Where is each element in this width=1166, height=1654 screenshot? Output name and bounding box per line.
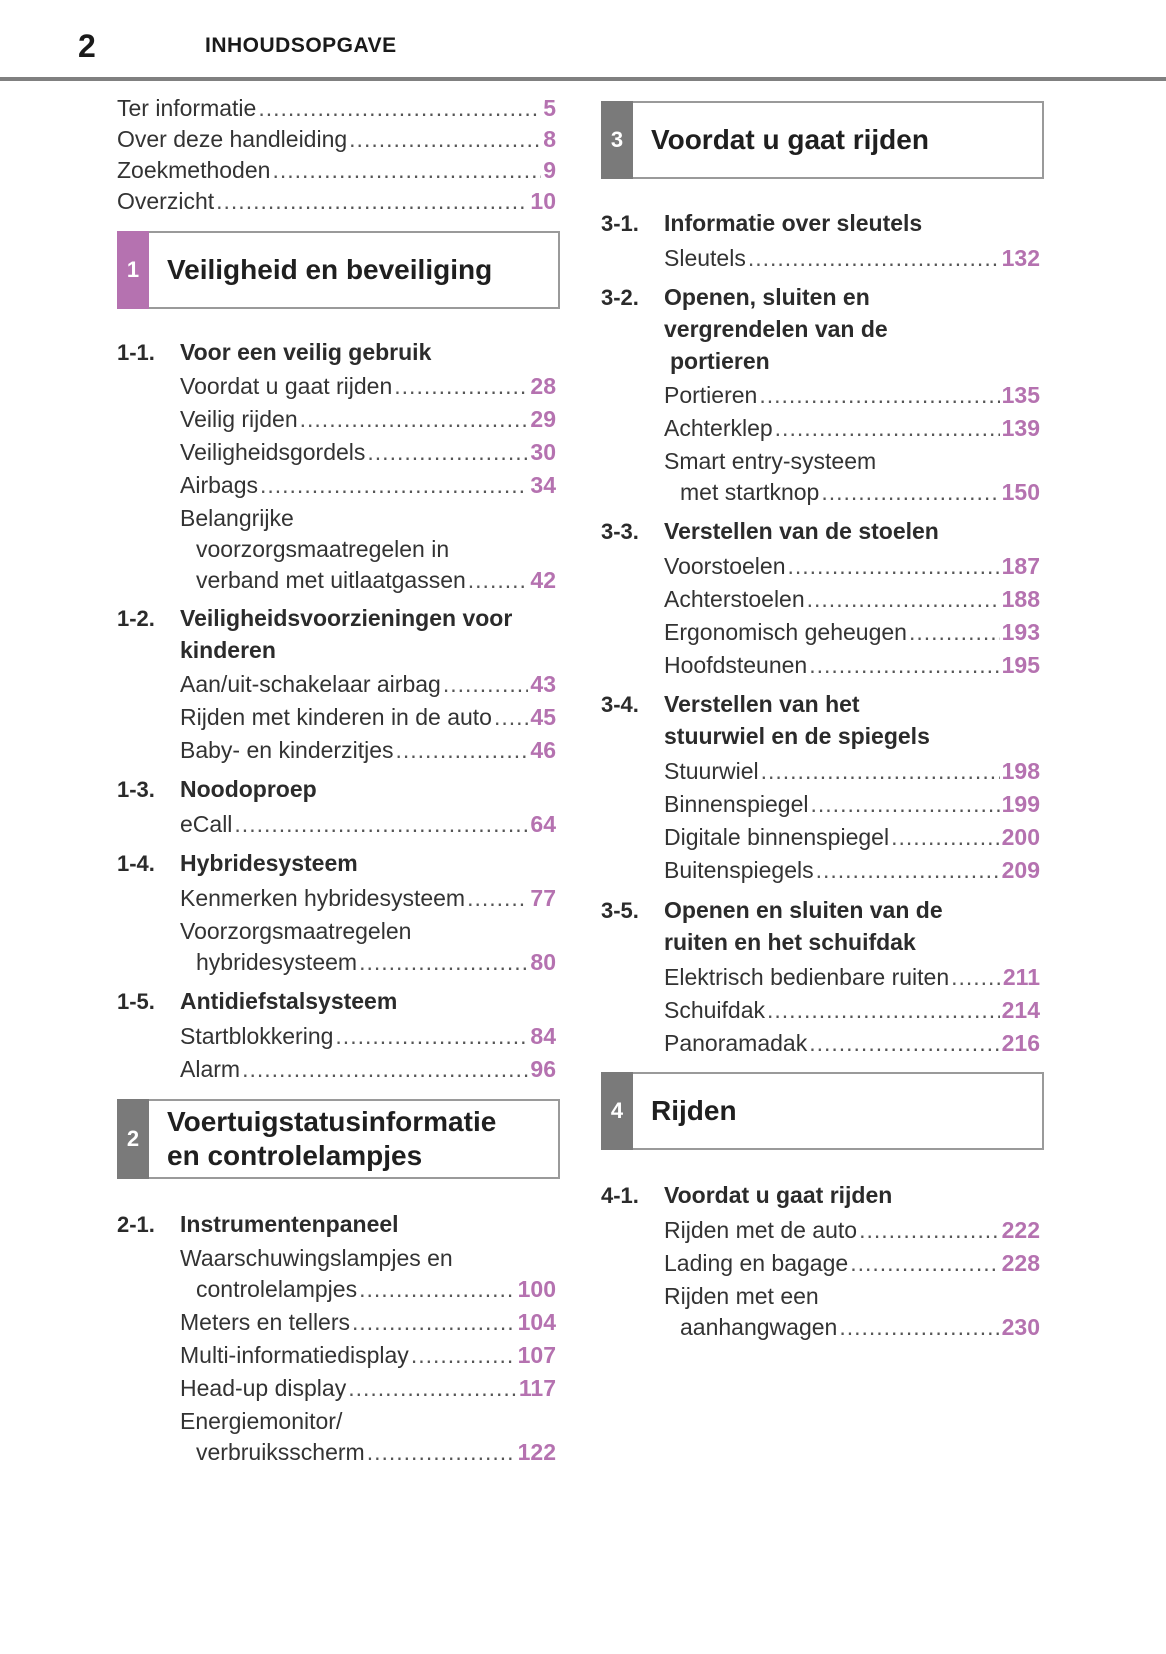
page-header	[0, 0, 1166, 84]
toc-entry-page: 188	[1001, 586, 1040, 612]
toc-entry-page: 107	[517, 1342, 556, 1368]
toc-entry-label: Kenmerken hybridesysteem	[180, 885, 466, 911]
toc-entry-label-line[interactable]: Waarschuwingslampjes en	[180, 1245, 453, 1271]
chapter-4-header[interactable]	[601, 1072, 1044, 1150]
toc-entry-page: 42	[530, 567, 556, 593]
section-number: 1-2.	[117, 606, 155, 631]
toc-entry-page: 9	[543, 157, 556, 183]
toc-entry-page: 228	[1001, 1250, 1040, 1276]
toc-entry-label: Zoekmethoden	[117, 157, 271, 183]
section-title[interactable]: Instrumentenpaneel	[180, 1211, 399, 1237]
toc-entry-page: 216	[1001, 1030, 1040, 1056]
toc-entry-label: Veiligheidsgordels	[180, 439, 366, 465]
chapter-2-title-line1: Voertuigstatusinformatie	[167, 1106, 497, 1137]
toc-entry-label-line[interactable]: Smart entry-systeem	[664, 448, 877, 474]
toc-entry[interactable]	[196, 948, 556, 977]
toc-entry[interactable]	[664, 651, 1040, 680]
section-number: 3-5.	[601, 898, 639, 923]
section-number: 1-5.	[117, 989, 155, 1014]
toc-entry-label: Hoofdsteunen	[664, 652, 808, 678]
toc-entry-label: Schuifdak	[664, 997, 766, 1023]
section-title[interactable]: ruiten en het schuifdak	[664, 929, 916, 955]
toc-entry[interactable]	[180, 810, 556, 839]
toc-entry-label-line[interactable]: Rijden met een	[664, 1283, 819, 1309]
toc-entry-page: 77	[530, 885, 556, 911]
toc-entry-label: hybridesysteem	[196, 949, 358, 975]
toc-entry-label: Veilig rijden	[180, 406, 298, 432]
toc-entry-label: Ergonomisch geheugen	[664, 619, 907, 645]
section-title[interactable]: Voordat u gaat rijden	[664, 1182, 893, 1208]
toc-entry[interactable]	[664, 996, 1040, 1025]
chapter-4-tab: 4	[601, 1072, 633, 1150]
toc-entry-label: Binnenspiegel	[664, 791, 809, 817]
toc-entry[interactable]	[180, 1308, 556, 1337]
toc-entry-page: 28	[530, 373, 556, 399]
toc-entry-page: 34	[530, 472, 556, 498]
toc-entry-label: Elektrisch bedienbare ruiten	[664, 964, 950, 990]
toc-entry[interactable]	[196, 1438, 556, 1467]
toc-entry-label: Achterstoelen	[664, 586, 805, 612]
toc-entry-label: aanhangwagen	[680, 1314, 838, 1340]
section-number: 3-4.	[601, 692, 639, 717]
section-number: 1-1.	[117, 340, 155, 365]
toc-entry-page: 230	[1001, 1314, 1040, 1340]
section-number: 1-4.	[117, 851, 155, 876]
toc-entry-label-line[interactable]: voorzorgsmaatregelen in	[196, 536, 450, 562]
toc-entry-label: eCall	[180, 811, 233, 837]
toc-entry[interactable]	[664, 552, 1040, 581]
toc-entry-label: Sleutels	[664, 245, 746, 271]
toc-entry[interactable]	[664, 1216, 1040, 1245]
toc-entry-label: Airbags	[180, 472, 258, 498]
toc-entry-page: 193	[1001, 619, 1040, 645]
chapter-1-tab: 1	[117, 231, 149, 309]
toc-entry-label: Baby- en kinderzitjes	[180, 737, 394, 763]
toc-entry[interactable]	[180, 736, 556, 765]
toc-entry-label: controlelampjes	[196, 1276, 358, 1302]
toc-entry-label: Head-up display	[180, 1375, 347, 1401]
toc-entry[interactable]	[664, 414, 1040, 443]
toc-entry-page: 222	[1001, 1217, 1040, 1243]
toc-entry-label: Panoramadak	[664, 1030, 808, 1056]
toc-entry[interactable]	[680, 1313, 1040, 1342]
toc-entry[interactable]	[180, 1022, 556, 1051]
section-number: 3-3.	[601, 519, 639, 544]
chapter-3-tab: 3	[601, 101, 633, 179]
toc-entry-label: Rijden met de auto	[664, 1217, 858, 1243]
toc-entry-page: 150	[1001, 479, 1040, 505]
toc-entry[interactable]	[180, 1341, 556, 1370]
toc-entry-label: Achterklep	[664, 415, 773, 441]
section-number: 4-1.	[601, 1183, 639, 1208]
toc-entry[interactable]	[180, 471, 556, 500]
toc-entry-page: 46	[530, 737, 556, 763]
toc-entry[interactable]	[664, 618, 1040, 647]
toc-entry[interactable]	[180, 1055, 556, 1084]
toc-entry-label: Startblokkering	[180, 1023, 334, 1049]
toc-entry-label: Portieren	[664, 382, 758, 408]
toc-entry-label: Meters en tellers	[180, 1309, 351, 1335]
toc-entry-label: Aan/uit-schakelaar airbag	[180, 671, 441, 697]
toc-entry[interactable]	[664, 381, 1040, 410]
toc-entry[interactable]	[180, 372, 556, 401]
toc-entry-label: verband met uitlaatgassen	[196, 567, 466, 593]
toc-entry-label: Digitale binnenspiegel	[664, 824, 890, 850]
toc-entry[interactable]	[664, 1029, 1040, 1058]
toc-entry-page: 45	[530, 704, 556, 730]
toc-entry-page: 214	[1001, 997, 1040, 1023]
toc-entry-label: Over deze handleiding	[117, 126, 348, 152]
toc-entry[interactable]	[664, 757, 1040, 786]
toc-entry-page: 199	[1001, 791, 1040, 817]
toc-entry-page: 132	[1001, 245, 1040, 271]
toc-entry[interactable]	[664, 823, 1040, 852]
toc-entry[interactable]	[664, 856, 1040, 885]
toc-entry-page: 187	[1001, 553, 1040, 579]
section-title[interactable]: Informatie over sleutels	[664, 210, 923, 236]
toc-entry[interactable]	[117, 187, 556, 216]
toc-entry-label: Voordat u gaat rijden	[180, 373, 393, 399]
toc-entry-label: met startknop	[680, 479, 820, 505]
toc-entry[interactable]	[196, 566, 556, 595]
toc-entry-label: Buitenspiegels	[664, 857, 814, 883]
toc-entry[interactable]	[180, 670, 556, 699]
chapter-4-title: Rijden	[651, 1095, 737, 1126]
toc-entry[interactable]	[117, 125, 556, 154]
chapter-3-header[interactable]	[601, 101, 1044, 179]
toc-entry-page: 80	[530, 949, 556, 975]
toc-entry-page: 200	[1001, 824, 1040, 850]
toc-entry-page: 117	[518, 1375, 556, 1401]
toc-entry-page: 135	[1001, 382, 1040, 408]
section-title[interactable]: Voor een veilig gebruik	[180, 339, 432, 365]
section-number: 3-1.	[601, 211, 639, 236]
toc-entry-page: 122	[517, 1439, 556, 1465]
toc-entry-page: 10	[530, 188, 556, 214]
toc-entry-page: 100	[517, 1276, 556, 1302]
section-title[interactable]: portieren	[670, 348, 770, 374]
toc-entry-label: Lading en bagage	[664, 1250, 849, 1276]
page-title: INHOUDSOPGAVE	[205, 34, 397, 57]
section-title[interactable]: vergrendelen van de	[664, 316, 888, 342]
toc-entry-label: Rijden met kinderen in de auto	[180, 704, 492, 730]
toc-entry-page: 198	[1001, 758, 1040, 784]
section-title[interactable]: Openen en sluiten van de	[664, 897, 943, 923]
chapter-2-header[interactable]	[117, 1099, 560, 1179]
toc-entry[interactable]	[180, 438, 556, 467]
toc-entry[interactable]	[117, 94, 556, 123]
toc-entry[interactable]	[680, 478, 1040, 507]
section-title[interactable]: stuurwiel en de spiegels	[664, 723, 930, 749]
section-title[interactable]: Openen, sluiten en	[664, 284, 870, 310]
section-title[interactable]: Veiligheidsvoorzieningen voor	[180, 605, 513, 631]
toc-entry-label-line[interactable]: Energiemonitor/	[180, 1408, 343, 1434]
toc-entry-label: Multi-informatiedisplay	[180, 1342, 409, 1368]
chapter-2-title-line2: en controlelampjes	[167, 1140, 423, 1171]
section-title[interactable]: Verstellen van de stoelen	[664, 518, 939, 544]
toc-entry-page: 209	[1001, 857, 1040, 883]
toc-entry-page: 96	[530, 1056, 556, 1082]
toc-entry[interactable]	[180, 1374, 556, 1403]
toc-entry-label: verbruiksscherm	[196, 1439, 365, 1465]
section-number: 1-3.	[117, 777, 155, 802]
toc-entry-label: Alarm	[180, 1056, 241, 1082]
toc-entry-label: Ter informatie	[117, 95, 257, 121]
page-number: 2	[78, 28, 96, 64]
chapter-3-title: Voordat u gaat rijden	[651, 124, 929, 155]
section-title[interactable]: kinderen	[180, 637, 276, 663]
section-title[interactable]: Verstellen van het	[664, 691, 860, 717]
toc-entry-page: 29	[530, 406, 556, 432]
section-title[interactable]: Hybridesysteem	[180, 850, 358, 876]
toc-entry-page: 211	[1002, 964, 1040, 990]
toc-entry-page: 8	[543, 126, 556, 152]
toc-entry[interactable]	[664, 585, 1040, 614]
toc-entry[interactable]	[196, 1275, 556, 1304]
toc-entry-label: Overzicht	[117, 188, 215, 214]
toc-entry[interactable]	[180, 703, 556, 732]
toc-entry-page: 84	[530, 1023, 556, 1049]
toc-entry-page: 30	[530, 439, 556, 465]
chapter-1-header[interactable]	[117, 231, 560, 309]
toc-entry-page: 5	[543, 95, 556, 121]
toc-entry[interactable]	[664, 963, 1040, 992]
toc-entry-label-line[interactable]: Voorzorgsmaatregelen	[180, 918, 412, 944]
toc-entry-label: Stuurwiel	[664, 758, 759, 784]
toc-entry-page: 64	[530, 811, 556, 837]
section-number: 2-1.	[117, 1212, 155, 1237]
toc-entry-label: Voorstoelen	[664, 553, 786, 579]
toc-entry-page: 43	[530, 671, 556, 697]
toc-entry[interactable]	[664, 1249, 1040, 1278]
toc-entry[interactable]	[117, 156, 556, 185]
chapter-1-title: Veiligheid en beveiliging	[167, 254, 493, 285]
toc-entry-label-line[interactable]: Belangrijke	[180, 505, 294, 531]
section-title[interactable]: Noodoproep	[180, 776, 317, 802]
section-number: 3-2.	[601, 285, 639, 310]
toc-entry[interactable]	[664, 244, 1040, 273]
section-title[interactable]: Antidiefstalsysteem	[180, 988, 398, 1014]
toc-entry-page: 139	[1001, 415, 1040, 441]
toc-entry[interactable]	[664, 790, 1040, 819]
toc-entry-page: 104	[517, 1309, 556, 1335]
toc-entry-page: 195	[1001, 652, 1040, 678]
header-divider	[0, 77, 1166, 81]
toc-entry[interactable]	[180, 405, 556, 434]
chapter-2-tab: 2	[117, 1099, 149, 1179]
toc-entry[interactable]	[180, 884, 556, 913]
